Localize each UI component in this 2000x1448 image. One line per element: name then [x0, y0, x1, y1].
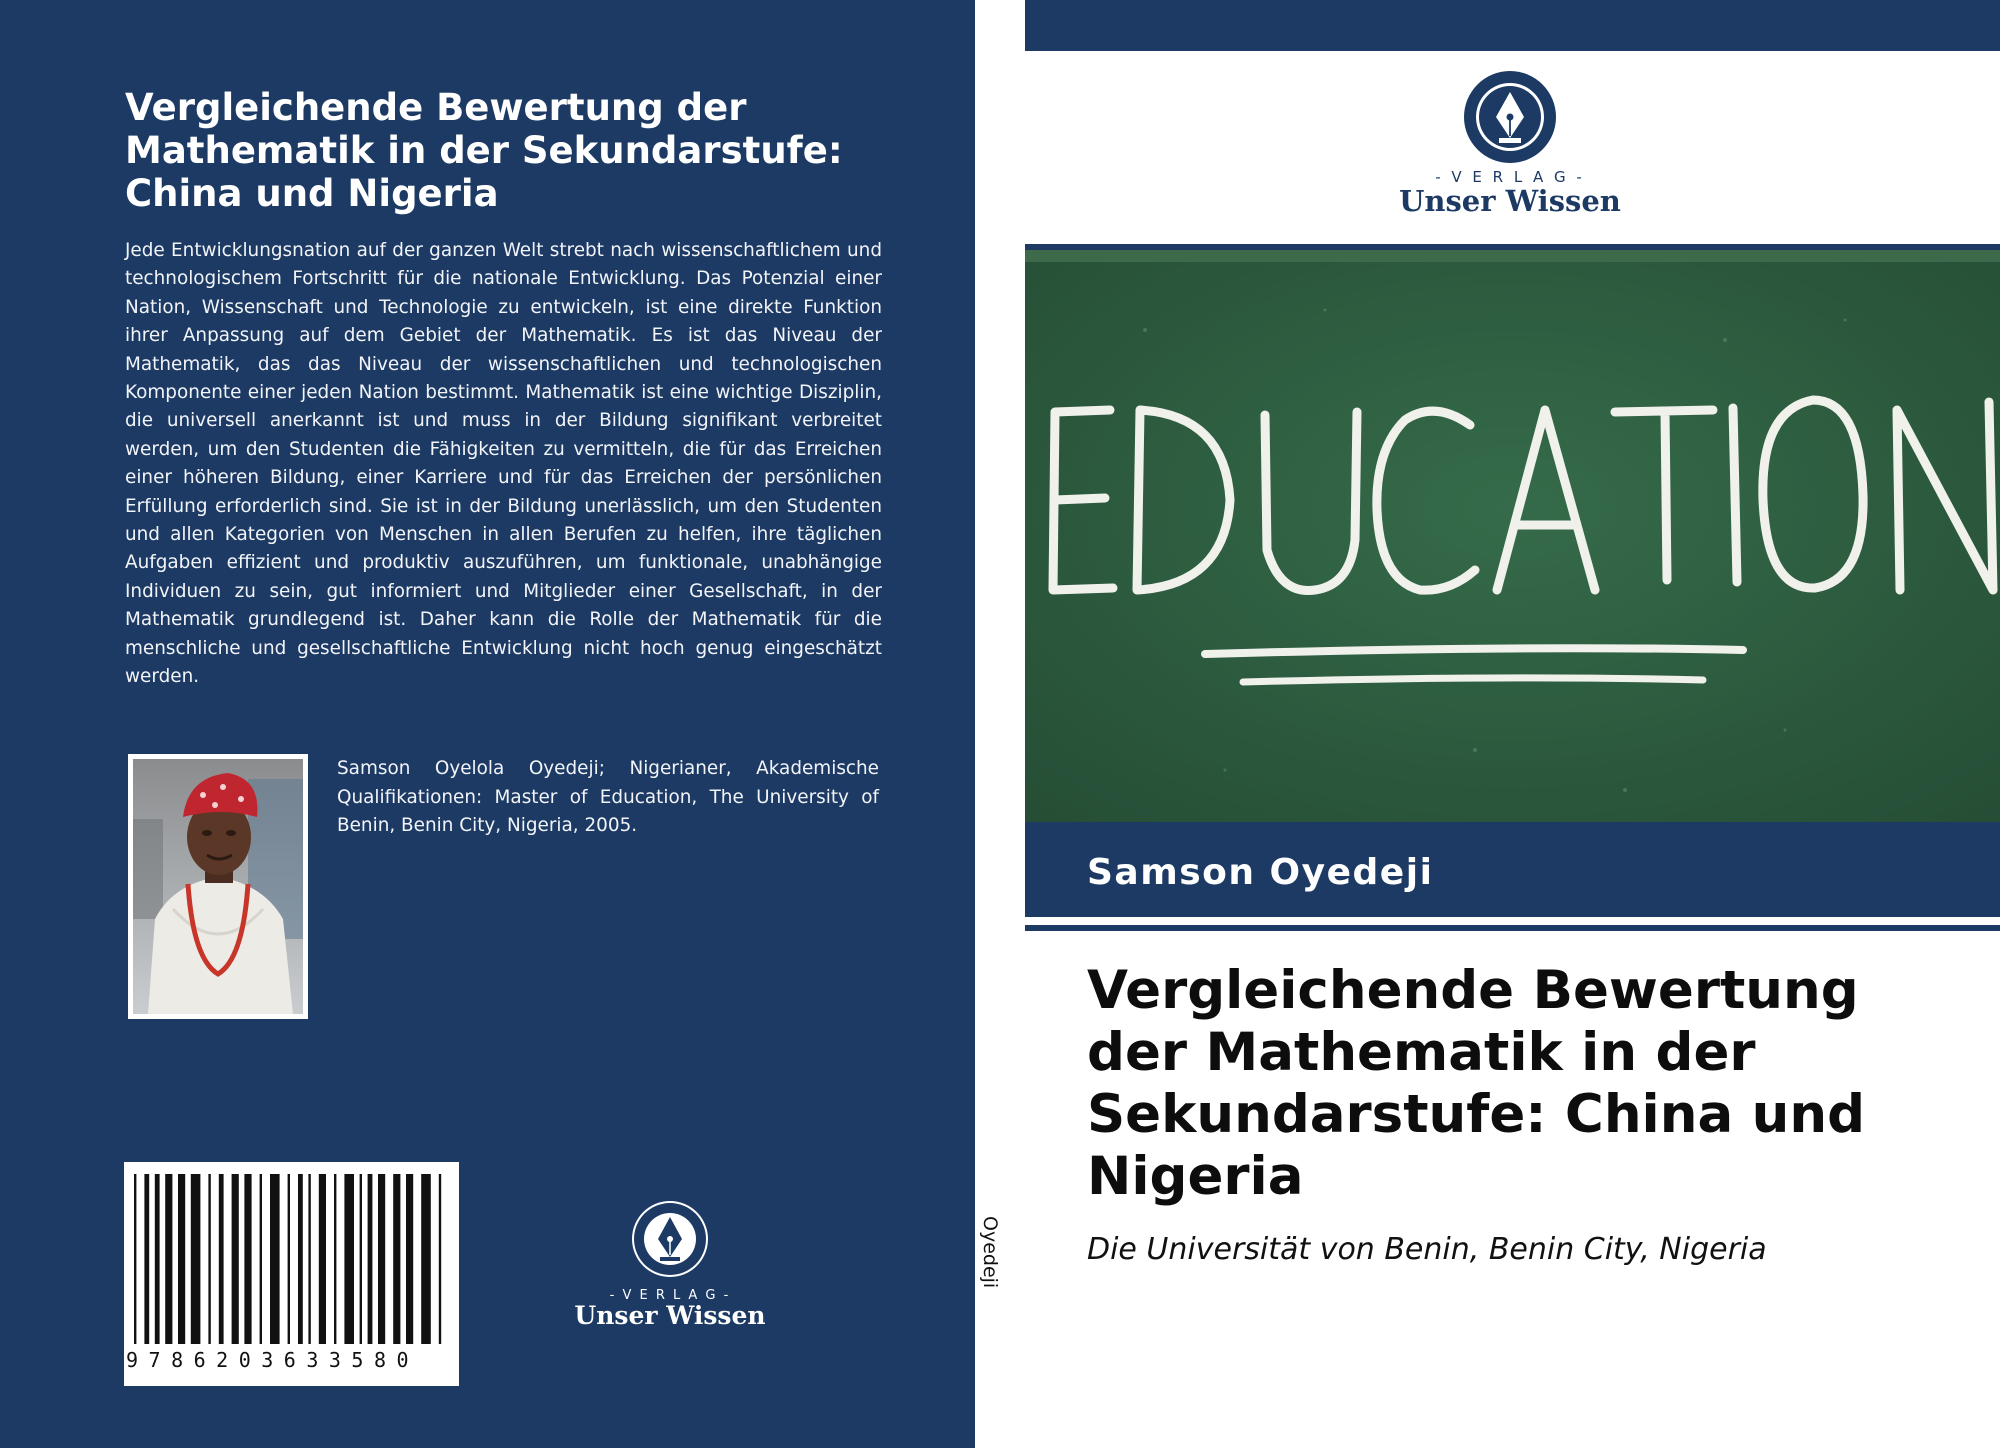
- barcode-bars: [124, 1162, 459, 1352]
- author-portrait-illustration: [133, 759, 303, 1014]
- barcode-bar: [178, 1174, 185, 1344]
- barcode-bar: [155, 1174, 160, 1344]
- front-cover-title: Vergleichende Bewertung der Mathematik in der Sekundarstufe: China und Nigeria: [1087, 960, 1866, 1207]
- barcode-bar: [334, 1174, 336, 1344]
- barcode-bar: [144, 1174, 149, 1344]
- barcode-bar: [406, 1174, 413, 1344]
- barcode-bar: [344, 1174, 354, 1344]
- barcode-bar: [360, 1174, 362, 1344]
- barcode-bar: [191, 1174, 201, 1344]
- back-cover-title: Vergleichende Bewertung der Mathematik in der Sekundarstufe: China und Nigeria: [125, 86, 843, 215]
- author-band: [1025, 822, 2000, 917]
- barcode-bar: [219, 1174, 224, 1344]
- back-publisher-logo: [570, 1195, 770, 1330]
- front-top-bar: [1025, 0, 2000, 51]
- isbn-barcode: [124, 1162, 459, 1386]
- barcode-bar: [378, 1174, 385, 1344]
- front-logo-name: Unser Wissen: [1399, 184, 1621, 218]
- barcode-bar: [165, 1174, 172, 1344]
- front-cover: [1025, 0, 2000, 1448]
- front-cover-subtitle: Die Universität von Benin, Benin City, Nigeria: [1087, 1232, 1767, 1267]
- barcode-bar: [270, 1174, 280, 1344]
- front-author-name: Samson Oyedeji: [1087, 852, 1434, 893]
- back-cover: [0, 0, 975, 1448]
- back-logo-name: Unser Wissen: [574, 1301, 766, 1330]
- barcode-bar: [244, 1174, 251, 1344]
- spine-author: [979, 1216, 1001, 1250]
- isbn-number: 9786203633580: [126, 1348, 420, 1372]
- barcode-bar: [421, 1174, 431, 1344]
- barcode-bar: [368, 1174, 373, 1344]
- barcode-bar: [298, 1174, 303, 1344]
- divider-line: [1025, 925, 2000, 931]
- back-cover-blurb: Jede Entwicklungsnation auf der ganzen Welt strebt nach wissenschaftlichem und technologischem Fortschritt für die nationale Entwicklung. Das Potenzial einer Nation, Wissenschaft und Technologie zu entwickeln, ist eine direkte Funktion ihrer Anpassung auf dem Gebiet der Mathematik. Es ist das Niveau der Mathematik, das das Niveau der wissenschaftlichen und technologischen Komponente einer jeden Nation bestimmt. Mathematik ist eine wichtige Disziplin, die universell anerkannt ist und muss in der Bildung signifikant verbreitet werden, um den Studenten die Fähigkeiten zu vermitteln, die für das Erreichen einer höheren Bildung, einer Karriere und für das Erreichen der persönlichen Erfüllung erforderlich sind. Sie ist in der Bildung unerlässlich, um den Studenten und allen Kategorien von Menschen in allen Berufen zu helfen, ihre täglichen Aufgaben effizient und produktiv auszuführen, um funktionale, unabhängige Individuen zu sein, gut informiert und Mitglieder einer Gesellschaft, in der Mathematik grundlegend ist. Daher kann die Rolle der Mathematik für die menschliche und gesellschaftliche Entwicklung nicht hoch genug eingeschätzt werden.: [125, 240, 882, 688]
- chalkboard-illustration: [1025, 250, 2000, 822]
- barcode-bar: [260, 1174, 262, 1344]
- barcode-bar: [134, 1174, 136, 1344]
- barcode-bar: [319, 1174, 326, 1344]
- barcode-bar: [232, 1174, 239, 1344]
- author-photo: [128, 754, 308, 1019]
- barcode-bar: [208, 1174, 210, 1344]
- publisher-logo-icon: [1380, 70, 1640, 220]
- barcode-bar: [393, 1174, 400, 1344]
- publisher-logo-icon: [570, 1195, 770, 1330]
- chalkboard-image: [1025, 250, 2000, 822]
- barcode-bar: [308, 1174, 310, 1344]
- front-publisher-logo: [1380, 70, 1640, 220]
- back-logo-verlag: - V E R L A G -: [609, 1288, 731, 1303]
- barcode-bar: [439, 1174, 441, 1344]
- barcode-bar: [288, 1174, 290, 1344]
- author-bio: Samson Oyelola Oyedeji; Nigerianer, Akademische Qualifikationen: Master of Education, The University of Benin, Benin City, Nigeria, 2005.: [337, 758, 879, 836]
- front-logo-verlag: - V E R L A G -: [1435, 168, 1585, 186]
